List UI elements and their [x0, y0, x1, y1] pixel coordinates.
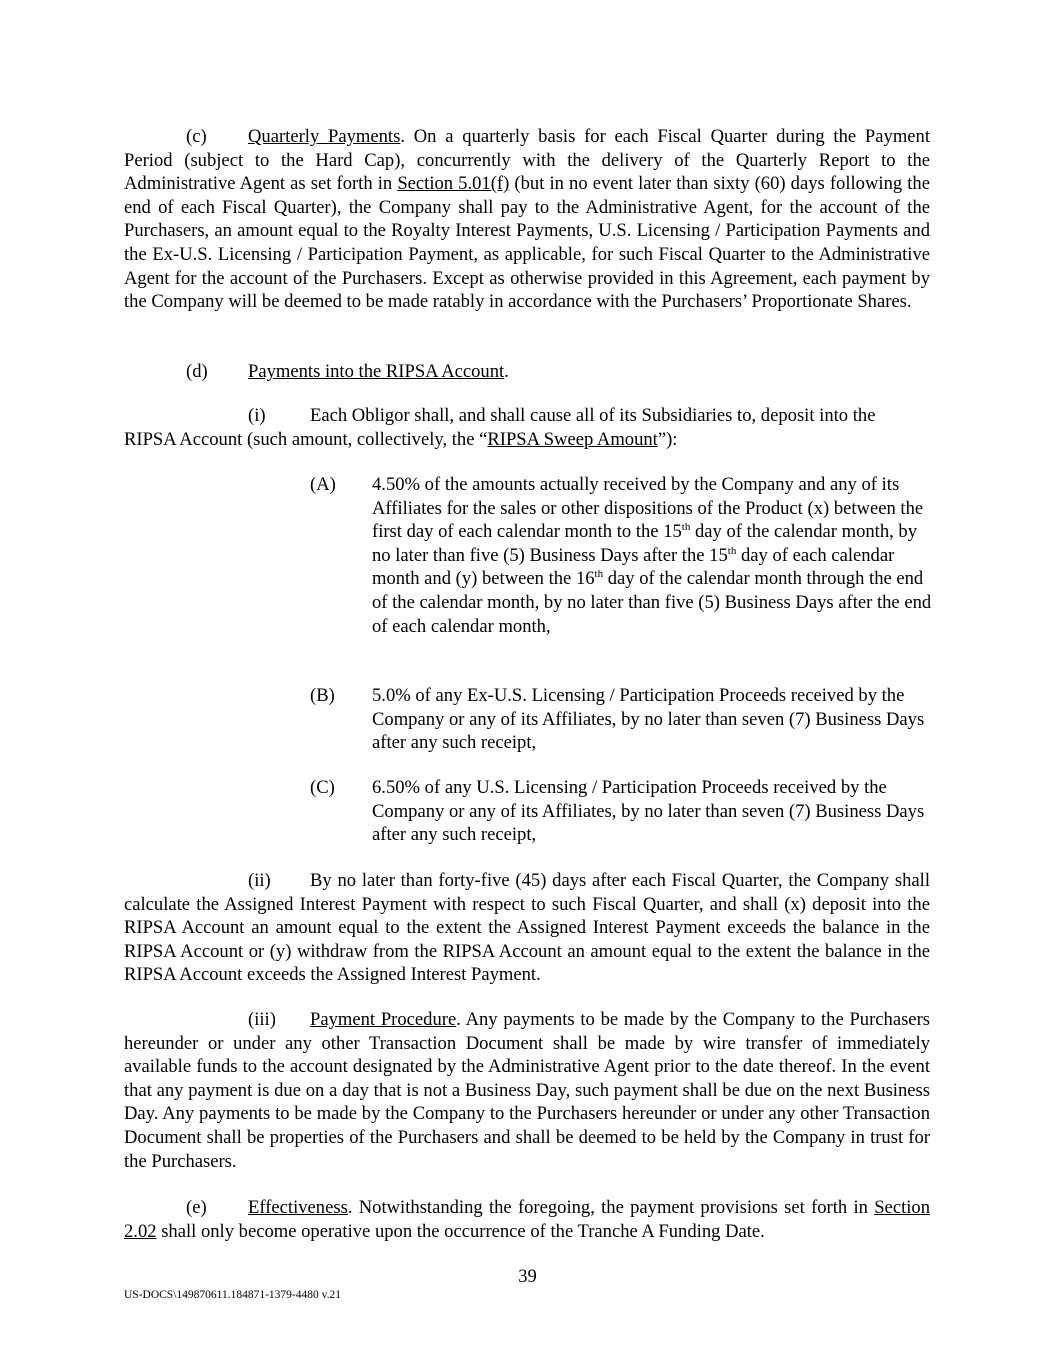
ripsa-sweep-amount-term: RIPSA Sweep Amount: [487, 428, 658, 450]
paragraph-c-text-continued: (but in no event later than sixty (60) days following the end of each Fiscal Quarter), the Company shall pay to the Administrative Agent, for the account of the Purchasers, an amount equal to the Royalty Interest Payments, U.S. Licensing / Participation Payments and the Ex-U.S. Licensing / Participation Payment, as applicable, for such Fiscal Quarter to the Administrative Agent for the account of the Purchasers. Except as otherwise provided in this Agreement, each payment by the Company will be deemed to be made ratably in accordance with the Purchasers’ Proportionate Shares.: [124, 173, 930, 313]
paragraph-i-text: Each Obligor shall, and shall cause all of its Subsidiaries to, deposit into the RIPSA Account (such amount, collectively, the “: [124, 405, 876, 450]
item-b-label: (B): [310, 685, 335, 706]
paragraph-e-heading: Effectiveness: [248, 1197, 348, 1218]
item-b-text: 5.0% of any Ex-U.S. Licensing / Participation Proceeds received by the Company or any of its Affiliates, by no later than seven (7) Business Days after any such receipt,: [372, 685, 925, 754]
item-a-text: [372, 473, 935, 638]
item-a-text-part3: day of each calendar month and (y) between the 16: [372, 544, 895, 590]
paragraph-c-label: (c): [186, 126, 207, 147]
paragraph-d: [124, 360, 930, 384]
paragraph-ii-text: By no later than forty-five (45) days after each Fiscal Quarter, the Company shall calculate the Assigned Interest Payment with respect to such Fiscal Quarter, and shall (x) deposit into the RIPSA Account an amount equal to the extent the Assigned Interest Payment exceeds the balance in the RIPSA Account or (y) withdraw from the RIPSA Account an amount equal to the extent the balance in the RIPSA Account exceeds the Assigned Interest Payment.: [124, 870, 930, 986]
paragraph-i-label: (i): [248, 405, 266, 426]
paragraph-e-text-end: shall only become operative upon the occurrence of the Tranche A Funding Date.: [156, 1220, 765, 1242]
ordinal-suffix: th: [727, 544, 737, 557]
item-c-text: 6.50% of any U.S. Licensing / Participation Proceeds received by the Company or any of its Affiliates, by no later than seven (7) Business Days after any such receipt,: [372, 777, 925, 846]
page-number: 39: [518, 1266, 537, 1287]
paragraph-iii-label: (iii): [248, 1009, 276, 1030]
section-2-02-reference: Section 2.02: [124, 1197, 930, 1242]
paragraph-i-text-end: ”):: [657, 428, 678, 450]
ordinal-suffix: th: [681, 521, 691, 534]
paragraph-e-label: (e): [186, 1197, 207, 1218]
document-id-footer: US-DOCS\149870611.184871-1379-4480 v.21: [124, 1289, 342, 1301]
item-c-label: (C): [310, 777, 335, 798]
paragraph-ii: [124, 869, 930, 987]
item-a: [310, 473, 935, 638]
item-a-label: (A): [310, 474, 336, 495]
paragraph-d-heading: Payments into the RIPSA Account: [248, 361, 505, 382]
section-5-01f-reference: Section 5.01(f): [397, 173, 510, 195]
paragraph-c-heading: Quarterly Payments: [248, 126, 401, 147]
paragraph-iii-heading: Payment Procedure: [310, 1009, 457, 1030]
paragraph-iii: [124, 1008, 930, 1173]
paragraph-ii-label: (ii): [248, 870, 271, 891]
paragraph-d-period: .: [504, 361, 509, 382]
paragraph-iii-text: . Any payments to be made by the Company to the Purchasers hereunder or under any other Transaction Document shall be made by wire transfer of immediately available funds to the account designated by the Administrative Agent prior to the date thereof. In the event that any payment is due on a day that is not a Business Day, such payment shall be due on the next Business Day. Any payments to be made by the Company to the Purchasers hereunder or under any other Transaction Document shall be properties of the Purchasers and shall be deemed to be held by the Company in trust for the Purchasers.: [124, 1009, 930, 1172]
item-a-text-part1: 4.50% of the amounts actually received by the Company and any of its Affiliates for the sales or other dispositions of the Product (x) between the first day of each calendar month to the 15: [372, 474, 924, 543]
item-a-text-part2: day of the calendar month, by no later than five (5) Business Days after the 15: [372, 521, 918, 566]
item-c: [310, 776, 935, 847]
paragraph-d-label: (d): [186, 361, 208, 382]
paragraph-e-text: . Notwithstanding the foregoing, the payment provisions set forth in: [347, 1197, 875, 1218]
paragraph-c: [124, 125, 930, 314]
paragraph-e: [124, 1196, 930, 1243]
paragraph-c-text: . On a quarterly basis for each Fiscal Quarter during the Payment Period (subject to the Hard Cap), concurrently with the delivery of the Quarterly Report to the Administrative Agent as set forth in: [124, 126, 930, 195]
item-a-text-part4: day of the calendar month through the end of the calendar month, by no later than five (5) Business Days after the end of each calendar month,: [372, 568, 932, 637]
item-b: [310, 684, 935, 755]
paragraph-i: [124, 404, 930, 451]
ordinal-suffix: th: [594, 568, 604, 581]
